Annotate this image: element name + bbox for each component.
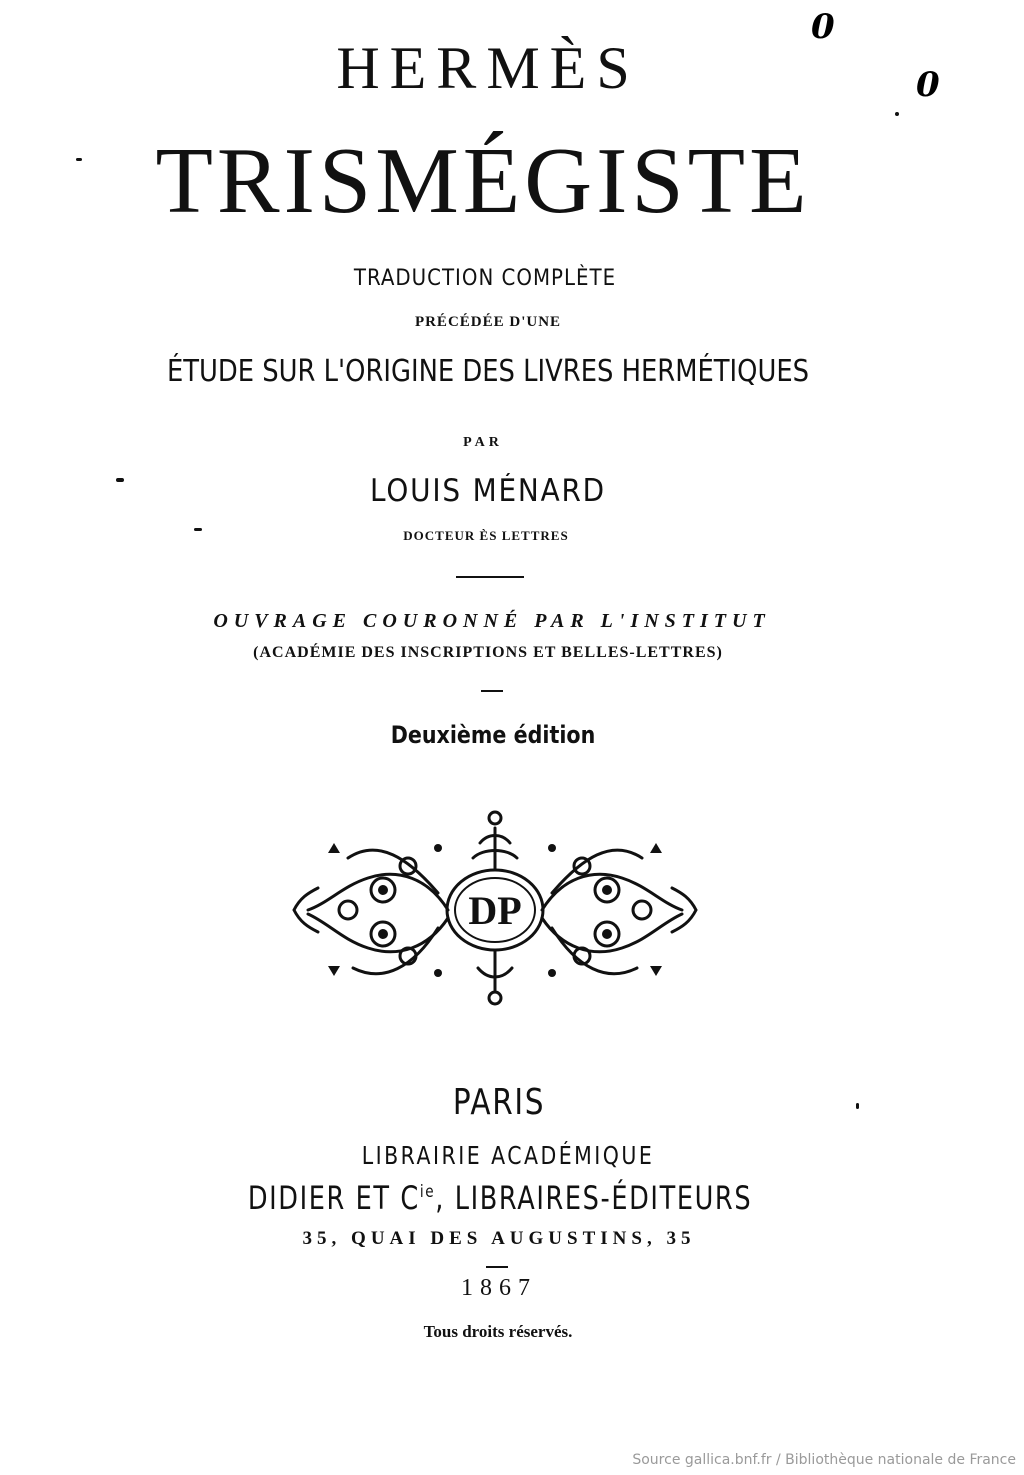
divider-rule-short (481, 690, 503, 692)
ink-speck (895, 112, 899, 116)
ink-speck (76, 158, 82, 161)
printer-monogram-ornament-icon (288, 798, 702, 1012)
rights-notice: Tous droits réservés. (423, 1322, 573, 1341)
ink-speck (194, 528, 202, 531)
handwritten-mark-1: 0 (811, 7, 835, 47)
author-name: LOUIS MÉNARD (370, 473, 606, 509)
publisher-superscript: ie (419, 1182, 436, 1202)
ink-speck (856, 1103, 859, 1109)
ink-speck (116, 478, 124, 482)
subtitle-line-1: TRADUCTION COMPLÈTE (353, 266, 617, 291)
imprint-city: PARIS (452, 1082, 546, 1123)
handwritten-mark-2: 0 (916, 65, 940, 105)
award-line-1: OUVRAGE COURONNÉ PAR L'INSTITUT (213, 610, 771, 632)
byline-par: PAR (463, 435, 503, 450)
monogram-text: DP (468, 888, 522, 933)
divider-rule (456, 576, 524, 578)
source-attribution: Source gallica.bnf.fr / Bibliothèque nationale de France (632, 1452, 1016, 1468)
publisher-name: DIDIER ET C (247, 1179, 420, 1217)
award-line-2: (ACADÉMIE DES INSCRIPTIONS ET BELLES-LETTRES) (253, 644, 723, 661)
title-line-1: HERMÈS (336, 35, 640, 101)
publisher-line-1: LIBRAIRIE ACADÉMIQUE (361, 1141, 655, 1170)
subtitle-line-3: ÉTUDE SUR L'ORIGINE DES LIVRES HERMÉTIQUES (166, 354, 810, 389)
publisher-line-2 (100, 1179, 900, 1217)
publication-year: 1867 (461, 1275, 537, 1301)
edition-label: Deuxième édition (390, 721, 596, 749)
divider-rule-year (486, 1266, 508, 1268)
publisher-address: 35, QUAI DES AUGUSTINS, 35 (302, 1228, 696, 1249)
author-degree: DOCTEUR ÈS LETTRES (403, 528, 569, 543)
subtitle-line-2: PRÉCÉDÉE D'UNE (414, 314, 562, 330)
title-line-2: TRISMÉGISTE (155, 129, 811, 233)
publisher-role: , LIBRAIRES-ÉDITEURS (435, 1179, 753, 1217)
